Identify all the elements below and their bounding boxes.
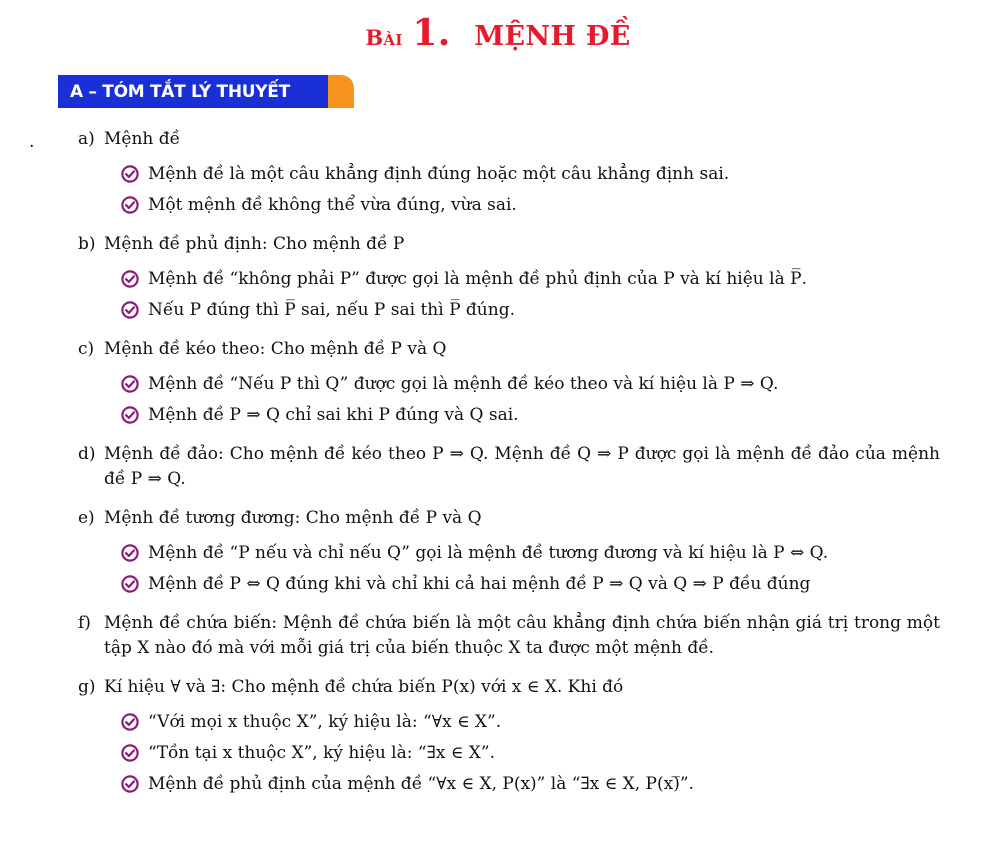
list-item [120, 372, 940, 397]
bullet-list [120, 541, 940, 597]
list-item [120, 541, 940, 566]
theory-content [78, 127, 940, 811]
section-a [78, 127, 940, 218]
check-circle-icon [120, 405, 140, 425]
check-circle-icon [120, 574, 140, 594]
check-circle-icon [120, 774, 140, 794]
section-heading [78, 506, 940, 531]
margin-dot: . [29, 132, 35, 152]
bullet-text: Mệnh đề “không phải P” được gọi là mệnh đề phủ định của P và kí hiệu là P̅. [148, 269, 807, 289]
section-text: Mệnh đề phủ định: Cho mệnh đề P [104, 234, 405, 254]
list-item [120, 741, 940, 766]
bullet-text: Mệnh đề “P nếu và chỉ nếu Q” gọi là mệnh đề tương đương và kí hiệu là P ⇔ Q. [148, 543, 829, 563]
section-text: Mệnh đề tương đương: Cho mệnh đề P và Q [104, 508, 482, 528]
bullet-list [120, 372, 940, 428]
section-heading [78, 442, 940, 492]
section-label: b) [78, 234, 96, 254]
bullet-list [120, 710, 940, 797]
section-b [78, 232, 940, 323]
bullet-text: Nếu P đúng thì P̅ sai, nếu P sai thì P̅ đúng. [148, 300, 515, 320]
check-circle-icon [120, 743, 140, 763]
list-item [120, 772, 940, 797]
bullet-text: Một mệnh đề không thể vừa đúng, vừa sai. [148, 195, 517, 215]
list-item [120, 403, 940, 428]
section-label: g) [78, 677, 96, 697]
section-c [78, 337, 940, 428]
check-circle-icon [120, 164, 140, 184]
bullet-text: Mệnh đề phủ định của mệnh đề “∀x ∈ X, P(x)” là “∃x ∈ X, P(x)̅”. [148, 774, 694, 794]
list-item [120, 162, 940, 187]
bullet-text: Mệnh đề P ⇔ Q đúng khi và chỉ khi cả hai mệnh đề P ⇒ Q và Q ⇒ P đều đúng [148, 574, 811, 594]
bullet-text: Mệnh đề “Nếu P thì Q” được gọi là mệnh đề kéo theo và kí hiệu là P ⇒ Q. [148, 374, 779, 394]
check-circle-icon [120, 543, 140, 563]
banner-label: A – TÓM TẮT LÝ THUYẾT [70, 82, 290, 102]
section-heading [78, 675, 940, 700]
section-text: Kí hiệu ∀ và ∃: Cho mệnh đề chứa biến P(x) với x ∈ X. Khi đó [104, 677, 624, 697]
section-e [78, 506, 940, 597]
check-circle-icon [120, 374, 140, 394]
section-f [78, 611, 940, 661]
section-heading [78, 232, 940, 257]
section-heading [78, 337, 940, 362]
bullet-text: Mệnh đề P ⇒ Q chỉ sai khi P đúng và Q sai. [148, 405, 519, 425]
bullet-list [120, 267, 940, 323]
section-label: a) [78, 129, 95, 149]
list-item [120, 298, 940, 323]
bullet-list [120, 162, 940, 218]
bullet-text: “Với mọi x thuộc X”, ký hiệu là: “∀x ∈ X”. [148, 712, 502, 732]
list-item [120, 572, 940, 597]
list-item [120, 193, 940, 218]
list-item [120, 267, 940, 292]
bullet-text: “Tồn tại x thuộc X”, ký hiệu là: “∃x ∈ X”. [148, 743, 495, 763]
section-text: Mệnh đề [104, 129, 181, 149]
section-label: f) [78, 613, 91, 633]
check-circle-icon [120, 300, 140, 320]
section-text: Mệnh đề kéo theo: Cho mệnh đề P và Q [104, 339, 447, 359]
section-g [78, 675, 940, 797]
banner-bar [58, 75, 328, 108]
title-number: 1. [412, 12, 451, 54]
page-title [0, 12, 996, 54]
bullet-text: Mệnh đề là một câu khẳng định đúng hoặc một câu khẳng định sai. [148, 164, 730, 184]
check-circle-icon [120, 712, 140, 732]
section-heading [78, 611, 940, 661]
title-prefix: Bài [365, 25, 403, 50]
section-label: c) [78, 339, 95, 359]
check-circle-icon [120, 269, 140, 289]
section-label: e) [78, 508, 95, 528]
section-text: Mệnh đề đảo: Cho mệnh đề kéo theo P ⇒ Q. Mệnh đề Q ⇒ P được gọi là mệnh đề đảo của mệnh đề P ⇒ Q. [104, 444, 940, 489]
check-circle-icon [120, 195, 140, 215]
section-text: Mệnh đề chứa biến: Mệnh đề chứa biến là một câu khẳng định chứa biến nhận giá trị trong một tập X nào đó mà với mỗi giá trị của biến thuộc X ta được một mệnh đề. [104, 613, 940, 658]
title-main: MỆNH ĐỀ [474, 21, 631, 52]
section-heading [78, 127, 940, 152]
section-d [78, 442, 940, 492]
section-banner [58, 75, 354, 108]
section-label: d) [78, 444, 96, 464]
list-item [120, 710, 940, 735]
